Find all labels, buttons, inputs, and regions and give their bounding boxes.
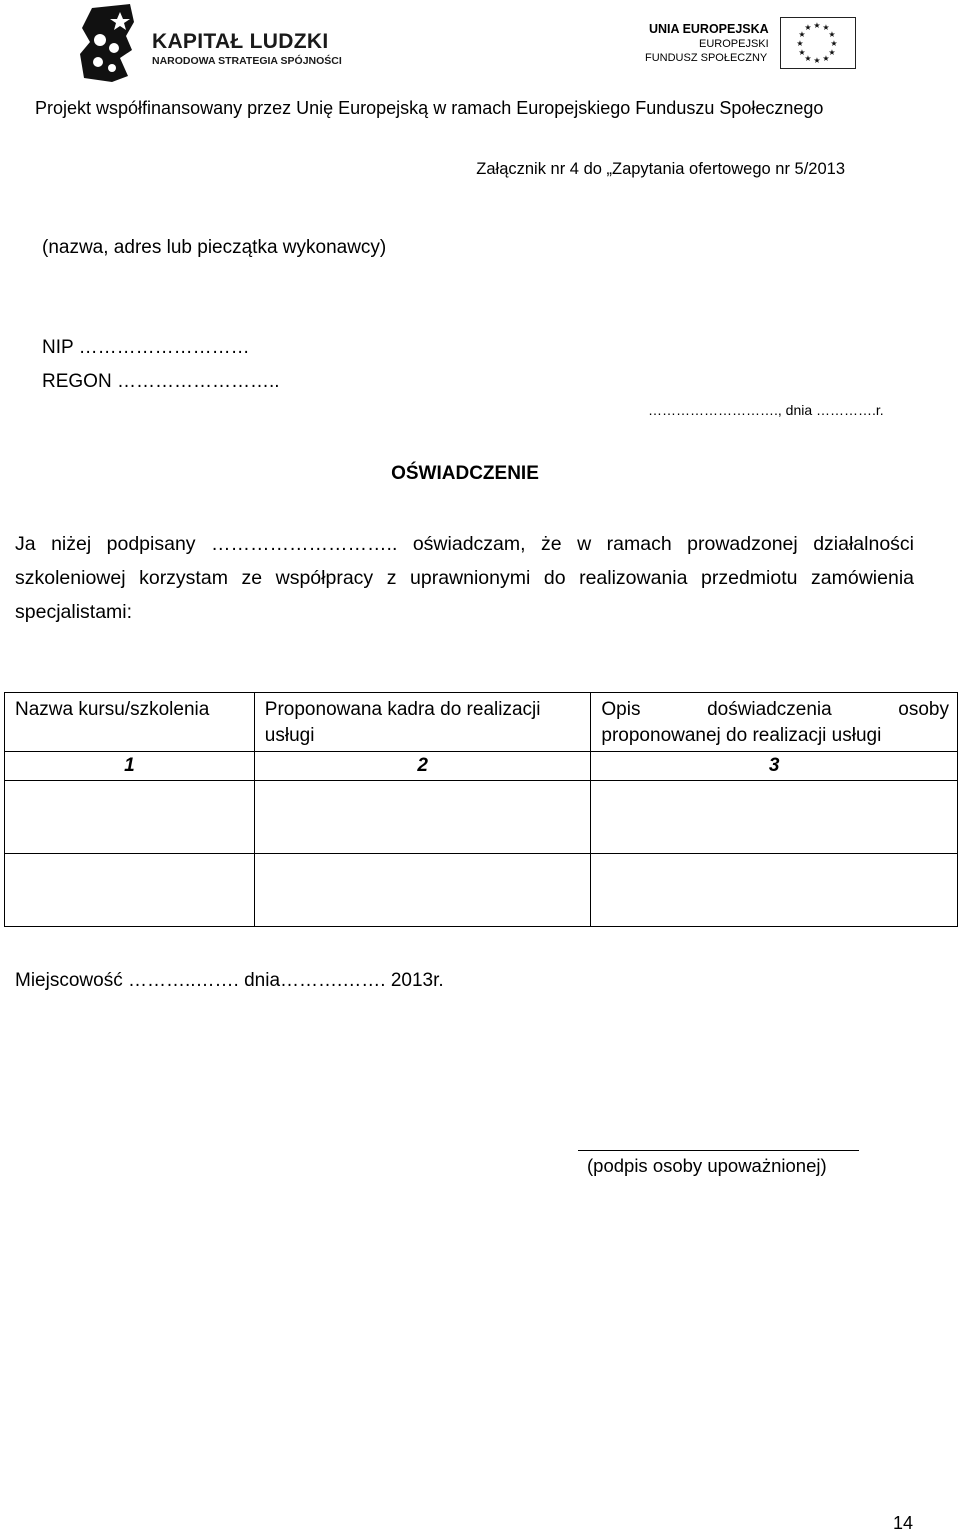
project-cofinancing-line: Projekt współfinansowany przez Unię Europejską w ramach Europejskiego Funduszu Społecznego [35, 98, 824, 118]
logo-title: KAPITAŁ LUDZKI [152, 30, 329, 53]
table-row [5, 781, 958, 854]
svg-text:★: ★ [822, 23, 830, 32]
logo-subtitle: NARODOWA STRATEGIA SPÓJNOŚCI [152, 55, 342, 67]
table-cell [254, 781, 591, 854]
header-course-name: Nazwa kursu/szkolenia [5, 693, 255, 752]
signature-line [578, 1150, 859, 1151]
table-cell [591, 781, 958, 854]
statement-heading: OŚWIADCZENIE [391, 463, 539, 484]
eu-logo-line3: FUNDUSZ SPOŁECZNY [645, 52, 768, 64]
table-cell [5, 781, 255, 854]
column-number-1: 1 [5, 752, 255, 781]
table-cell [591, 854, 958, 927]
header-experience-description: Opis doświadczenia osoby proponowanej do realizacji usługi [591, 693, 958, 752]
kapital-ludzki-logo [78, 2, 342, 84]
column-number-3: 3 [591, 752, 958, 781]
contractor-name-label: (nazwa, adres lub pieczątka wykonawcy) [42, 237, 387, 258]
date-line: ………………………., dnia ………….r. [648, 402, 884, 418]
signature-caption: (podpis osoby upoważnionej) [587, 1155, 827, 1176]
svg-text:★: ★ [828, 30, 836, 39]
svg-text:★: ★ [830, 39, 838, 48]
eu-flag-icon [780, 17, 856, 69]
svg-text:★: ★ [813, 56, 821, 65]
kapital-ludzki-emblem-icon [78, 2, 148, 84]
place-and-date: Miejscowość ………..……. dnia……….……. 2013r. [15, 970, 444, 991]
eu-logo [645, 14, 860, 72]
table-number-row [5, 752, 958, 781]
header-proposed-staff: Proponowana kadra do realizacji usługi [254, 693, 591, 752]
page-number: 14 [893, 1513, 914, 1533]
svg-text:★: ★ [804, 23, 812, 32]
eu-logo-line2: EUROPEJSKI [699, 38, 769, 50]
staff-table [4, 692, 958, 927]
table-header-row [5, 693, 958, 752]
nip-field: NIP ……………………… [42, 337, 250, 358]
statement-paragraph: Ja niżej podpisany ……………………….. oświadczam, że w ramach prowadzonej działalności szkoleniowej korzystam ze współpracy z uprawnionymi do realizowania przedmiotu zamówienia specjalistami: [15, 533, 914, 623]
table-cell [5, 854, 255, 927]
svg-text:★: ★ [798, 30, 806, 39]
svg-text:★: ★ [822, 54, 830, 63]
svg-text:★: ★ [798, 48, 806, 57]
svg-text:★: ★ [796, 39, 804, 48]
svg-text:★: ★ [813, 21, 821, 30]
svg-text:★: ★ [804, 54, 812, 63]
table-cell [254, 854, 591, 927]
table-row [5, 854, 958, 927]
svg-text:★: ★ [828, 48, 836, 57]
eu-logo-line1: UNIA EUROPEJSKA [649, 22, 769, 36]
column-number-2: 2 [254, 752, 591, 781]
regon-field: REGON …………………….. [42, 371, 280, 392]
attachment-label: Załącznik nr 4 do „Zapytania ofertowego nr 5/2013 [476, 160, 845, 178]
